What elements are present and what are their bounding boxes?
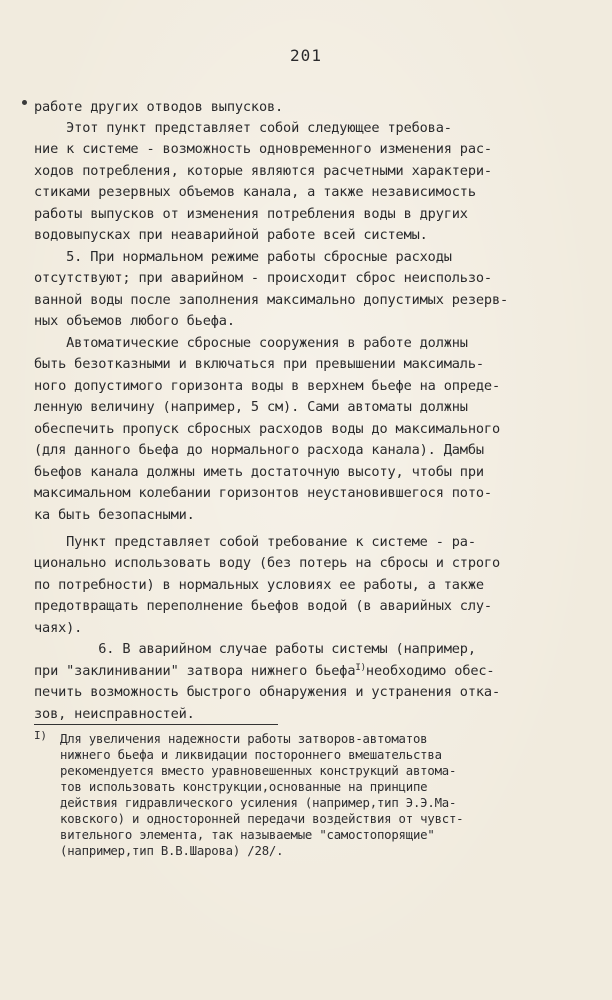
- body-line: чаях).: [34, 620, 83, 636]
- body-line-with-footnote-ref: [34, 662, 494, 680]
- margin-mark: [22, 100, 27, 105]
- footnote-line: нижнего бьефа и ликвидации постороннего вмешательства: [60, 748, 442, 762]
- body-line: водовыпусках при неаварийной работе всей системы.: [34, 227, 428, 243]
- body-line: ного допустимого горизонта воды в верхнем бьефе на опреде-: [34, 378, 500, 394]
- body-line: предотвращать переполнение бьефов водой (в аварийных слу-: [34, 598, 492, 614]
- body-line: бьефов канала должны иметь достаточную высоту, чтобы при: [34, 464, 484, 480]
- body-line: Пункт представляет собой требование к системе - ра-: [34, 534, 476, 550]
- body-line: печить возможность быстрого обнаружения и устранения отка-: [34, 684, 500, 700]
- body-line: по потребности) в нормальных условиях ее работы, а также: [34, 577, 484, 593]
- body-line: стиками резервных объемов канала, а также независимость: [34, 184, 476, 200]
- body-line-text: необходимо обес-: [365, 663, 495, 679]
- footnote-line: Для увеличения надежности работы затворов-автоматов: [60, 732, 428, 746]
- body-line: (для данного бьефа до нормального расхода канала). Дамбы: [34, 442, 484, 458]
- body-line: работы выпусков от изменения потребления воды в других: [34, 206, 468, 222]
- body-line: ных объемов любого бьефа.: [34, 313, 235, 329]
- footnote-line: действия гидравлического усиления (например,тип Э.Э.Ма-: [60, 796, 457, 810]
- body-line-text: при "заклинивании" затвора нижнего бьефа: [34, 663, 356, 679]
- footnote-divider: [34, 724, 278, 725]
- body-line: ходов потребления, которые являются расчетными характери-: [34, 163, 492, 179]
- footnote-reference: I): [355, 663, 366, 673]
- footnote-line: (например,тип В.В.Шарова) /28/.: [60, 844, 284, 858]
- footnote-line: вительного элемента, так называемые "самостопорящие": [60, 828, 435, 842]
- body-line: ка быть безопасными.: [34, 507, 195, 523]
- body-line: ленную величину (например, 5 см). Сами автоматы должны: [34, 399, 468, 415]
- body-line: отсутствуют; при аварийном - происходит сброс неиспользо-: [34, 270, 492, 286]
- body-line: ционально использовать воду (без потерь на сбросы и строго: [34, 555, 500, 571]
- page-number: 201: [290, 46, 322, 65]
- body-line: быть безотказными и включаться при превышении максималь-: [34, 356, 484, 372]
- body-line: зов, неисправностей.: [34, 706, 195, 722]
- body-line: ние к системе - возможность одновременного изменения рас-: [34, 141, 492, 157]
- footnote-marker: I): [34, 729, 47, 742]
- body-line: работе других отводов выпусков.: [34, 99, 284, 115]
- footnote-line: ковского) и односторонней передачи воздействия от чувст-: [60, 812, 464, 826]
- body-line: максимальном колебании горизонтов неустановившегося пото-: [34, 485, 492, 501]
- body-line: ванной воды после заполнения максимально допустимых резерв-: [34, 292, 509, 308]
- footnote-line: тов использовать конструкции,основанные на принципе: [60, 780, 428, 794]
- body-line: Этот пункт представляет собой следующее требова-: [34, 120, 452, 136]
- body-line: Автоматические сбросные сооружения в работе должны: [34, 335, 468, 351]
- footnote-line: рекомендуется вместо уравновешенных конструкций автома-: [60, 764, 457, 778]
- body-line: 6. В аварийном случае работы системы (например,: [34, 641, 476, 657]
- body-line: обеспечить пропуск сбросных расходов воды до максимального: [34, 421, 500, 437]
- body-line: 5. При нормальном режиме работы сбросные расходы: [34, 249, 452, 265]
